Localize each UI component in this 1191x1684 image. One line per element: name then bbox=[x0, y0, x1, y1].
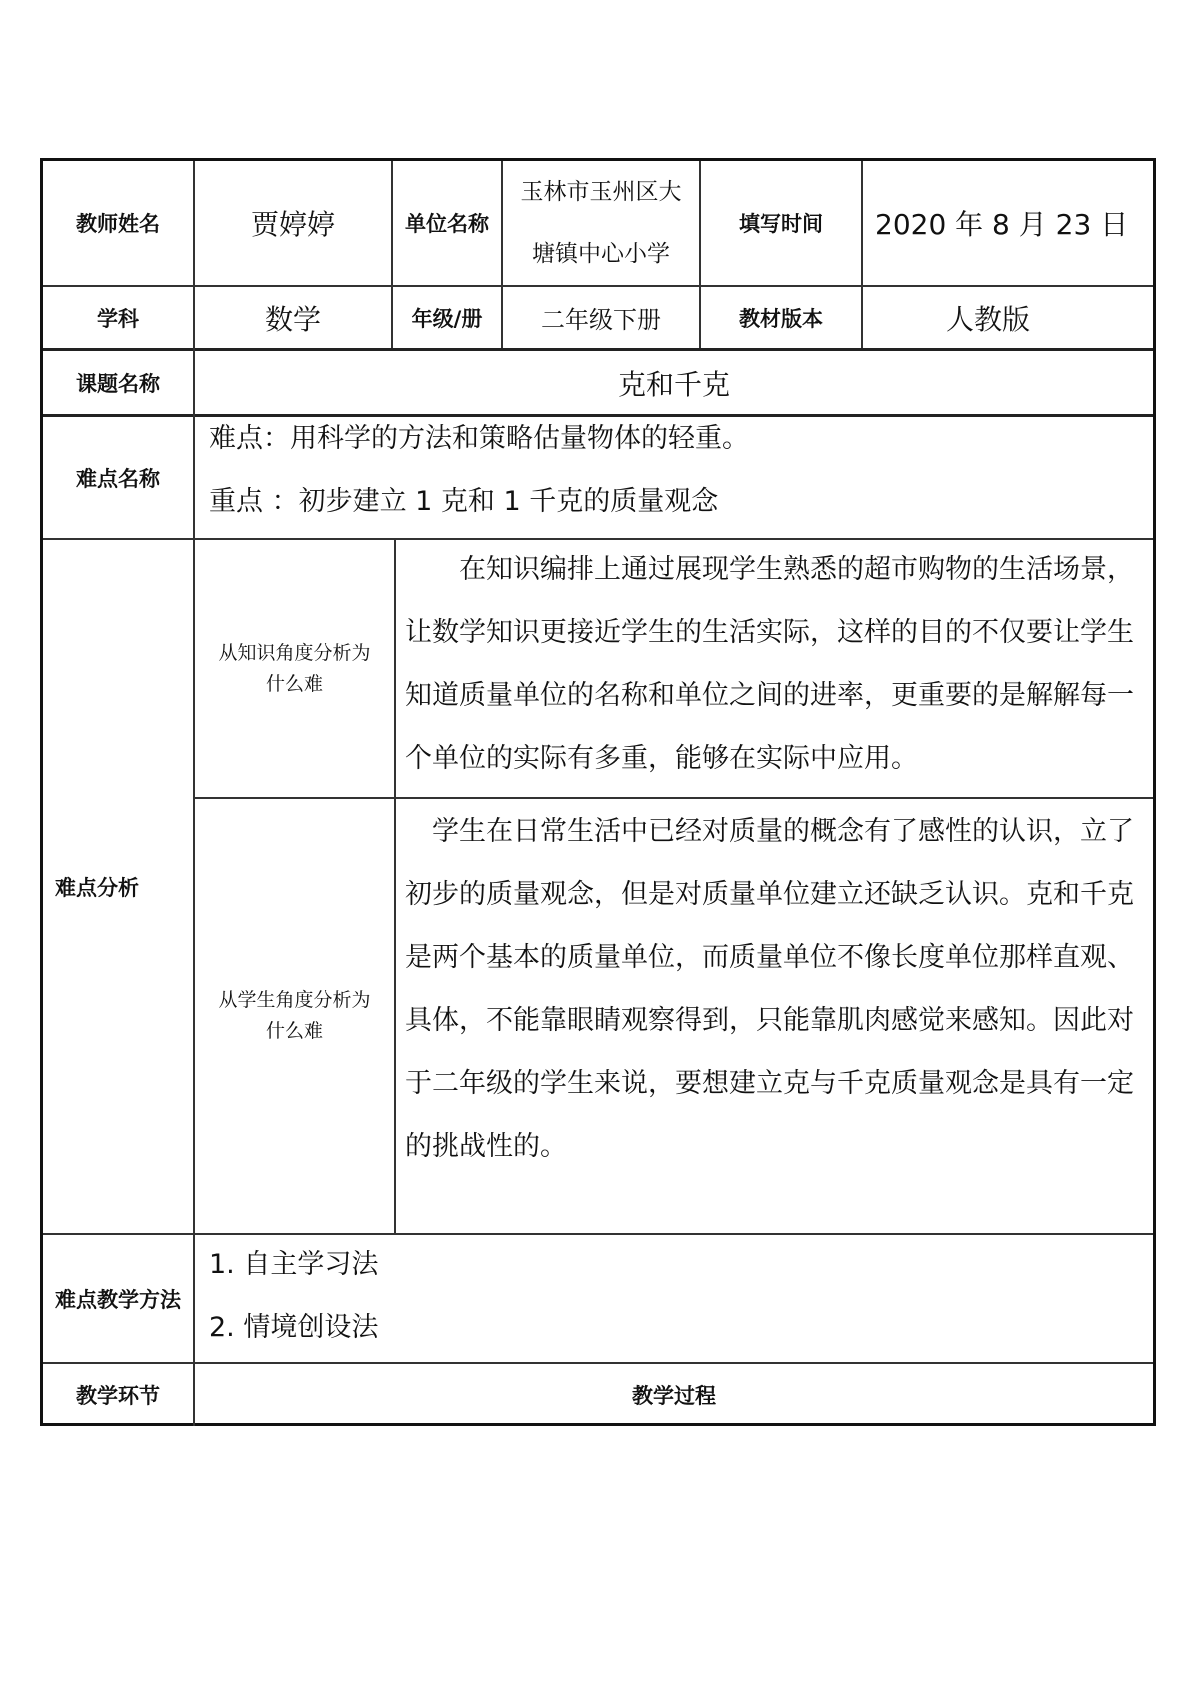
fill-date-value: 2020 年 8 月 23 日 bbox=[875, 208, 1129, 241]
column-divider bbox=[394, 538, 396, 1233]
topic-label: 课题名称 bbox=[76, 371, 160, 396]
subject-label: 学科 bbox=[97, 306, 139, 331]
method-item: 2. 情境创设法 bbox=[209, 1312, 379, 1343]
student-angle-label: 从学生角度分析为什么难 bbox=[218, 989, 371, 1042]
fill-date-label: 填写时间 bbox=[739, 212, 823, 236]
difficulty-label: 难点名称 bbox=[76, 466, 160, 491]
teaching-stage-label: 教学环节 bbox=[76, 1384, 160, 1408]
unit-name-line: 塘镇中心小学 bbox=[532, 241, 670, 267]
grade-label: 年级/册 bbox=[411, 306, 483, 331]
methods-label: 难点教学方法 bbox=[55, 1287, 181, 1312]
difficulty-line: 难点：用科学的方法和策略估量物体的轻重。 bbox=[209, 423, 749, 454]
lesson-plan-table bbox=[40, 158, 1156, 1426]
analysis-label: 难点分析 bbox=[55, 875, 139, 900]
difficulty-content bbox=[209, 407, 1139, 533]
edition-label: 教材版本 bbox=[739, 306, 823, 331]
teacher-name-label: 教师姓名 bbox=[76, 212, 160, 236]
unit-name-label: 单位名称 bbox=[405, 212, 489, 236]
grade-value: 二年级下册 bbox=[541, 306, 661, 334]
methods-content bbox=[209, 1233, 1139, 1359]
subject-value: 数学 bbox=[264, 302, 321, 336]
unit-name-line: 玉林市玉州区大 bbox=[520, 179, 682, 205]
unit-name-value bbox=[503, 161, 699, 285]
key-point-line: 重点 ：初步建立 1 克和 1 千克的质量观念 bbox=[209, 486, 719, 517]
knowledge-angle-label: 从知识角度分析为什么难 bbox=[218, 641, 371, 695]
student-angle-text: 学生在日常生活中已经对质量的概念有了感性的认识，立了初步的质量观念，但是对质量单位建立还缺乏认识。克和千克是两个基本的质量单位，而质量单位不像长度单位那样直观、具体，不能靠眼睛观察得到，只能靠肌肉感觉来感知。因此对于二年级的学生来说，要想建立克与千克质量观念是具有一定的挑战性的。 bbox=[405, 816, 1134, 1162]
teacher-name-value: 贾婷婷 bbox=[250, 208, 335, 241]
knowledge-angle-text: 在知识编排上通过展现学生熟悉的超市购物的生活场景，让数学知识更接近学生的生活实际，这样的目的不仅要让学生知道质量单位的名称和单位之间的进率，更重要的是解解每一个单位的实际有多重，能够在实际中应用。 bbox=[405, 554, 1134, 774]
method-item: 1. 自主学习法 bbox=[209, 1249, 379, 1280]
teaching-process-label: 教学过程 bbox=[632, 1384, 716, 1408]
edition-value: 人教版 bbox=[945, 302, 1030, 336]
topic-value: 克和千克 bbox=[617, 367, 730, 401]
